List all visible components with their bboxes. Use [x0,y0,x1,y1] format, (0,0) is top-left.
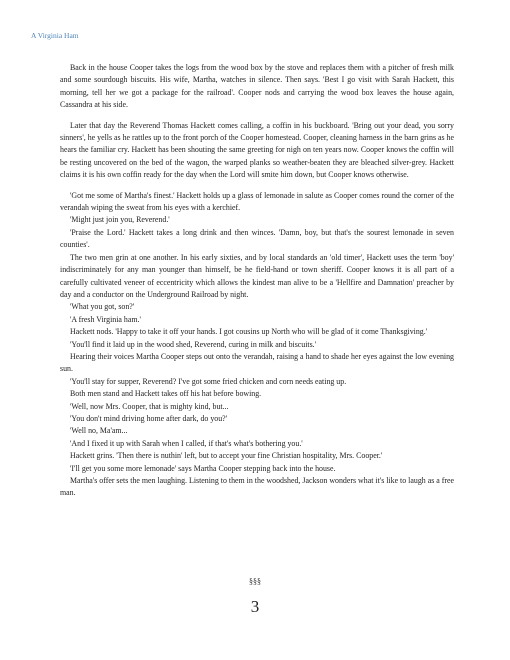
paragraph: Hearing their voices Martha Cooper steps out onto the verandah, raising a hand to shade her eyes against the low evening sun. [60,351,454,374]
paragraph: 'You'll stay for supper, Reverend? I've got some fried chicken and corn needs eating up. [70,376,347,386]
paragraph: 'What you got, son?' [70,302,135,312]
paragraph: Hackett grins. 'Then there is nuthin' left, but to accept your fine Christian hospitality, Mrs. Cooper.' [70,451,383,461]
paragraph: Hackett nods. 'Happy to take it off your hands. I got cousins up North who will be glad of it come Thanksgiving.' [70,327,428,337]
paragraph: 'And I fixed it up with Sarah when I called, if that's what's bothering you.' [70,438,303,448]
paragraph: The two men grin at one another. In his early sixties, and by local standards an 'old timer', Hackett uses the term 'boy' indiscriminately for any man younger than himself, be he field-hand or town sheriff. Cooper knows it is all part of a carefully cultivated veneer of eccentricity which allows the kindest man alive to be a 'Hellfire and Damnation' preacher by day and a conductor on the Underground Railroad by night. [60,252,454,299]
paragraph: 'A fresh Virginia ham.' [70,314,141,324]
paragraph: 'Well, now Mrs. Cooper, that is mighty kind, but... [70,401,229,411]
paragraph: 'Praise the Lord.' Hackett takes a long drink and then winces. 'Damn, boy, but that's the sourest lemonade in seven counties'. [60,227,454,250]
paragraph: 'You don't mind driving home after dark, do you?' [70,413,228,423]
paragraph: 'I'll get you some more lemonade' says Martha Cooper stepping back into the house. [70,463,336,473]
paragraph: 'Well no, Ma'am... [70,426,128,436]
paragraph: Martha's offer sets the men laughing. Listening to them in the woodshed, Jackson wonders what it's like to laugh as a free man. [60,476,454,498]
section-separator: §§§ [249,577,261,586]
paragraph: Later that day the Reverend Thomas Hackett comes calling, a coffin in his buckboard. 'Bring out your dead, you sorry sinners', he yells as he rattles up to the front porch of the Cooper homestead. Cooper, cleaning harness in the barn grins as he hears the familiar cry. Hackett has been shouting the same greeting for nigh on ten years now. Cooper knows the coffin will be resting uncovered on the bed of the wagon, the warped planks so weather-beaten they are bleached silver-grey. Hackett claims it is his own coffin ready for the day when the Lord will smite him down, but Cooper knows otherwise. [60,120,454,180]
running-header: A Virginia Ham [31,31,79,40]
paragraph: 'Might just join you, Reverend.' [70,215,170,225]
paragraph: Back in the house Cooper takes the logs from the wood box by the stove and replaces them with a pitcher of fresh milk and some sourdough biscuits. His wife, Martha, watches in silence. Then says. 'Best I go visit with Sarah Hackett, this morning, tell her we got a package for the railroad'. Cooper nods and carrying the wood box leaves the house again, Cassandra at his side. [60,63,454,110]
paragraph: Both men stand and Hackett takes off his hat before bowing. [70,389,262,399]
page-number: 3 [250,597,260,616]
body-text [60,62,454,500]
paragraph: 'You'll find it laid up in the wood shed, Reverend, curing in milk and biscuits.' [70,339,317,349]
paragraph: 'Got me some of Martha's finest.' Hackett holds up a glass of lemonade in salute as Cooper comes round the corner of the verandah wiping the sweat from his eyes with a kerchief. [60,190,454,213]
